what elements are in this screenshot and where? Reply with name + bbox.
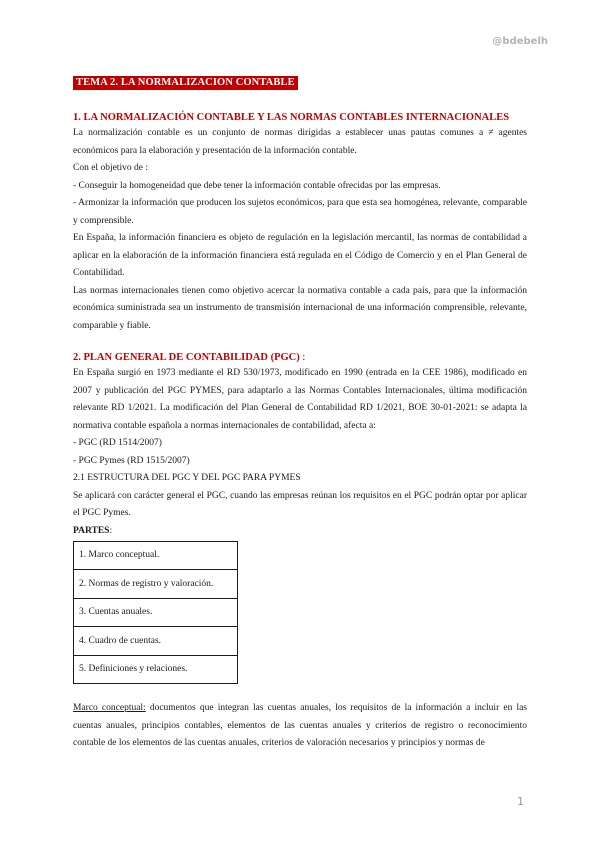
table-cell: 3. Cuentas anuales. (74, 598, 238, 627)
subsection-2-1-heading: 2.1 ESTRUCTURA DEL PGC Y DEL PGC PARA PYMES (73, 473, 301, 483)
section-1-paragraph: La normalización contable es un conjunto de normas dirigidas a establecer unas pautas comunes a ≠ agentes económicos para la elaboración y presentación de la información contable. (73, 128, 527, 156)
page-number: 1 (517, 795, 524, 808)
marco-conceptual-text: documentos que integran las cuentas anuales, los requisitos de la información a incluir en las cuentas anuales, principios contables, elementos de las cuentas anuales y criterios de registro o reconocimiento contable de los elementos de las cuentas anuales, criterios de valoración necesarios y principios y normas de (73, 703, 527, 748)
table-cell: 1. Marco conceptual. (74, 541, 238, 570)
section-1-bullet: - Armonizar la información que producen los sujetos económicos, para que esta sea homogénea, relevante, comparable y comprensible. (73, 198, 527, 226)
document-title-text: TEMA 2. LA NORMALIZACION CONTABLE (73, 76, 298, 90)
subsection-2-1-paragraph: Se aplicará con carácter general el PGC, cuando las empresas reúnan los requisitos en el PGC podrán optar por aplicar el PGC Pymes. (73, 490, 527, 518)
marco-conceptual-paragraph (73, 700, 527, 753)
parts-label-colon: : (109, 525, 113, 536)
table-row (74, 541, 238, 570)
section-2-heading-text: 2. PLAN GENERAL DE CONTABILIDAD (PGC) (73, 352, 300, 363)
section-1-bullet: - Conseguir la homogeneidad que debe tener la información contable ofrecidas por las empresas. (73, 180, 441, 191)
parts-label (73, 523, 527, 540)
table-cell: 2. Normas de registro y valoración. (74, 570, 238, 599)
document-body (73, 72, 527, 753)
section-1-heading: 1. LA NORMALIZACIÓN CONTABLE Y LAS NORMAS CONTABLES INTERNACIONALES (73, 112, 510, 123)
section-2-paragraph: En España surgió en 1973 mediante el RD 530/1973, modificado en 1990 (entrada en la CEE 1986), modificado en 2007 y publicación del PGC PYMES, para adaptarlo a las Normas Contables Internacionales, última modificación relevante RD 1/2021. La modificación del Plan General de Contabilidad RD 1/2021, BOE 30-01-2021: se adapta la normativa contable española a normas internacionales de contabilidad, afecta a: (73, 368, 527, 431)
section-2-bullet: - PGC (RD 1514/2007) (73, 438, 162, 448)
table-row (74, 627, 238, 656)
table-row (74, 598, 238, 627)
author-watermark: @bdebelh (492, 36, 548, 47)
section-1-paragraph: En España, la información financiera es objeto de regulación en la legislación mercantil, las normas de contabilidad a aplicar en la elaboración de la información financiera está regulada en el Código de Comercio y en el Plan General de Contabilidad. (73, 233, 527, 278)
section-1-paragraph: Las normas internacionales tienen como objetivo acercar la normativa contable a cada país, para que la información económica suministrada sea un instrumento de transmisión internacional de una información comprensible, relevante, comparable y fiable. (73, 285, 527, 331)
section-2-bullet: - PGC Pymes (RD 1515/2007) (73, 455, 190, 466)
section-2-heading (73, 351, 527, 365)
table-row (74, 570, 238, 599)
document-title (73, 72, 527, 90)
section-1-paragraph: Con el objetivo de : (73, 163, 148, 173)
table-cell: 5. Definiciones y relaciones. (74, 655, 238, 684)
table-row (74, 655, 238, 684)
table-cell: 4. Cuadro de cuentas. (74, 627, 238, 656)
marco-conceptual-label: Marco conceptual: (73, 703, 146, 713)
parts-table (73, 541, 238, 685)
section-2-heading-suffix: : (299, 352, 306, 363)
parts-label-text: PARTES (73, 525, 110, 536)
